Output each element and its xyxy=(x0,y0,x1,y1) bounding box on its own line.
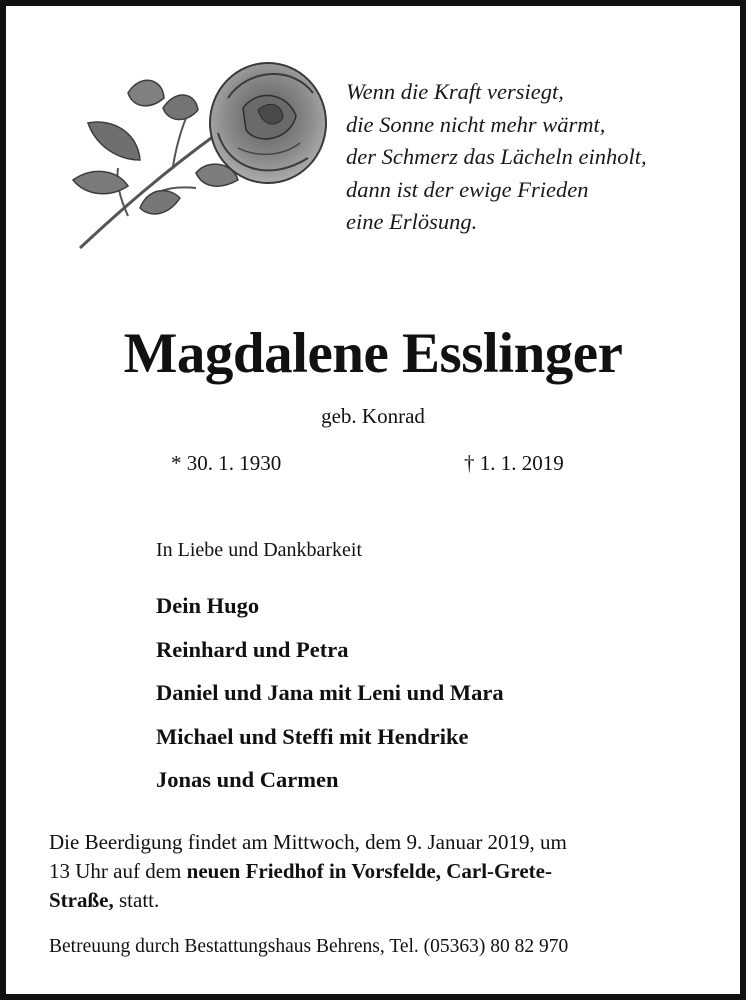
poem-line: Wenn die Kraft versiegt, xyxy=(346,79,564,104)
mourner-name: Reinhard und Petra xyxy=(156,636,349,662)
mourner-name: Michael und Steffi mit Hendrike xyxy=(156,723,469,749)
poem xyxy=(346,76,647,239)
undertaker-contact: Betreuung durch Bestattungshaus Behrens, Tel. (05363) 80 82 970 xyxy=(49,936,569,957)
birth-date: * 30. 1. 1930 xyxy=(171,451,282,475)
maiden-name: geb. Konrad xyxy=(321,404,425,428)
funeral-line: Die Beerdigung findet am Mittwoch, dem 9. Januar 2019, um xyxy=(49,830,567,854)
funeral-text: 13 Uhr auf dem xyxy=(49,859,187,883)
funeral-info xyxy=(49,828,689,915)
mourner-name: Jonas und Carmen xyxy=(156,767,339,793)
mourner-name: Daniel und Jana mit Leni und Mara xyxy=(156,680,504,706)
poem-line: die Sonne nicht mehr wärmt, xyxy=(346,111,606,137)
mourners-intro: In Liebe und Dankbarkeit xyxy=(156,539,363,561)
poem-line: dann ist der ewige Frieden xyxy=(346,176,589,202)
funeral-text: statt. xyxy=(113,888,160,912)
poem-line: eine Erlösung. xyxy=(346,209,478,234)
death-date: † 1. 1. 2019 xyxy=(464,451,564,475)
mourner-name: Dein Hugo xyxy=(156,593,260,618)
rose-icon xyxy=(68,48,330,253)
funeral-line xyxy=(49,886,689,915)
funeral-line xyxy=(49,857,689,886)
funeral-location: neuen Friedhof in Vorsfelde, Carl-Grete- xyxy=(186,859,552,883)
funeral-location: Straße, xyxy=(49,888,114,912)
poem-line: der Schmerz das Lächeln einholt, xyxy=(346,144,647,169)
deceased-name: Magdalene Esslinger xyxy=(123,322,623,385)
mourners-list xyxy=(156,584,504,802)
